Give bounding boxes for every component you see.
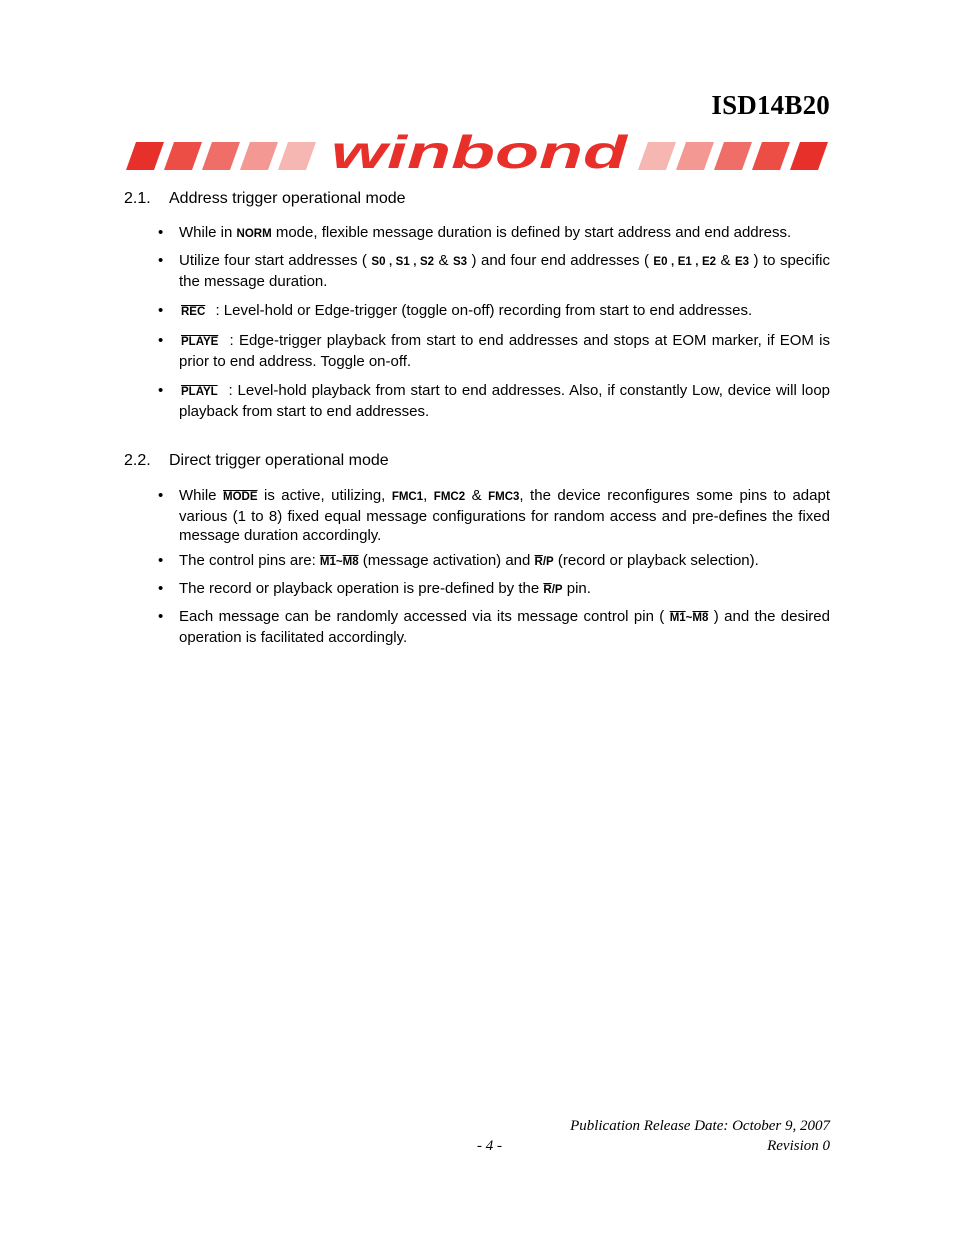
- pin-s1: S1: [395, 256, 410, 268]
- pin-e0: E0: [653, 256, 668, 268]
- pin-p: /P: [551, 584, 563, 596]
- pin-fmc2: FMC2: [433, 491, 466, 503]
- list-item: • PLAYL : Level-hold playback from start to end addresses. Also, if constantly Low, device will loop playback from start to end addresses.: [158, 381, 830, 421]
- pin-s2: S2: [419, 256, 435, 268]
- winbond-logo: [124, 130, 832, 172]
- pin-m1: M1: [669, 612, 686, 624]
- pin-e1: E1: [677, 256, 692, 268]
- pin-playe: PLAYE: [181, 336, 219, 348]
- pin-e2: E2: [701, 256, 717, 268]
- list-item: • While MODE is active, utilizing, FMC1, FMC2 & FMC3, the device reconfigures some pins to adapt various (1 to 8) fixed equal message configurations for random access and pre-defines the fixed message duration accordingly.: [158, 486, 830, 545]
- document-title: ISD14B20: [711, 90, 830, 120]
- pin-mode: MODE: [223, 491, 258, 503]
- list-item: • $\overline{REC}$ : Level-hold or Edge-trigger (toggle on-off) recording from start to end addresses.: [158, 301, 830, 322]
- pin-playl: PLAYL: [181, 386, 218, 398]
- section-title: Direct trigger operational mode: [169, 452, 389, 469]
- section-title: Address trigger operational mode: [169, 190, 406, 207]
- list-item: • PLAYE : Edge-trigger playback from start to end addresses and stops at EOM marker, if EOM is prior to end address. Toggle on-off.: [158, 331, 830, 371]
- list-item: • The control pins are: M1~M8 (message activation) and $\overline{R}/P$ (record or playback selection).: [158, 551, 830, 572]
- pin-norm: NORM: [236, 228, 272, 240]
- revision: Revision 0: [767, 1138, 830, 1154]
- list-item: • The record or playback operation is pre-defined by the $\overline{R}/P$ pin.: [158, 579, 830, 600]
- pin-r: $\overline{R}$: [543, 584, 552, 596]
- pin-s0: S0: [371, 256, 386, 268]
- list-item: • While in NORM mode, flexible message duration is defined by start address and end address.: [158, 223, 830, 244]
- list-item: • Each message can be randomly accessed via its message control pin ( M1~M8 ) and the desired operation is facilitated accordingly.: [158, 607, 830, 647]
- pin-m8: M8: [342, 556, 359, 568]
- section-heading-2-2: [124, 452, 389, 470]
- pin-s3: S3: [452, 256, 468, 268]
- pin-fmc1: FMC1: [391, 491, 424, 503]
- logo-wordmark: winbond: [331, 130, 629, 172]
- page-number: - 4 -: [477, 1138, 502, 1154]
- pin-e3: E3: [734, 256, 750, 268]
- pin-p: /P: [542, 556, 554, 568]
- list-item: • Utilize four start addresses ( S0 , S1 , S2 & S3 ) and four end addresses ( E0 , E1 , E2 & E3 ) to specific the message duration.: [158, 251, 830, 291]
- pin-m1: M1: [319, 556, 336, 568]
- pin-fmc3: FMC3: [488, 491, 520, 503]
- section-number: 2.1.: [124, 190, 151, 207]
- pin-m8: M8: [692, 612, 709, 624]
- section-heading-2-1: [124, 190, 406, 208]
- section-2-2-list: [158, 486, 830, 647]
- publication-date: Publication Release Date: October 9, 2007: [570, 1118, 830, 1134]
- section-number: 2.2.: [124, 452, 151, 469]
- section-2-1-list: [158, 223, 830, 421]
- pin-rec: $\overline{REC}$: [181, 306, 206, 318]
- pin-r: $\overline{R}$: [534, 556, 543, 568]
